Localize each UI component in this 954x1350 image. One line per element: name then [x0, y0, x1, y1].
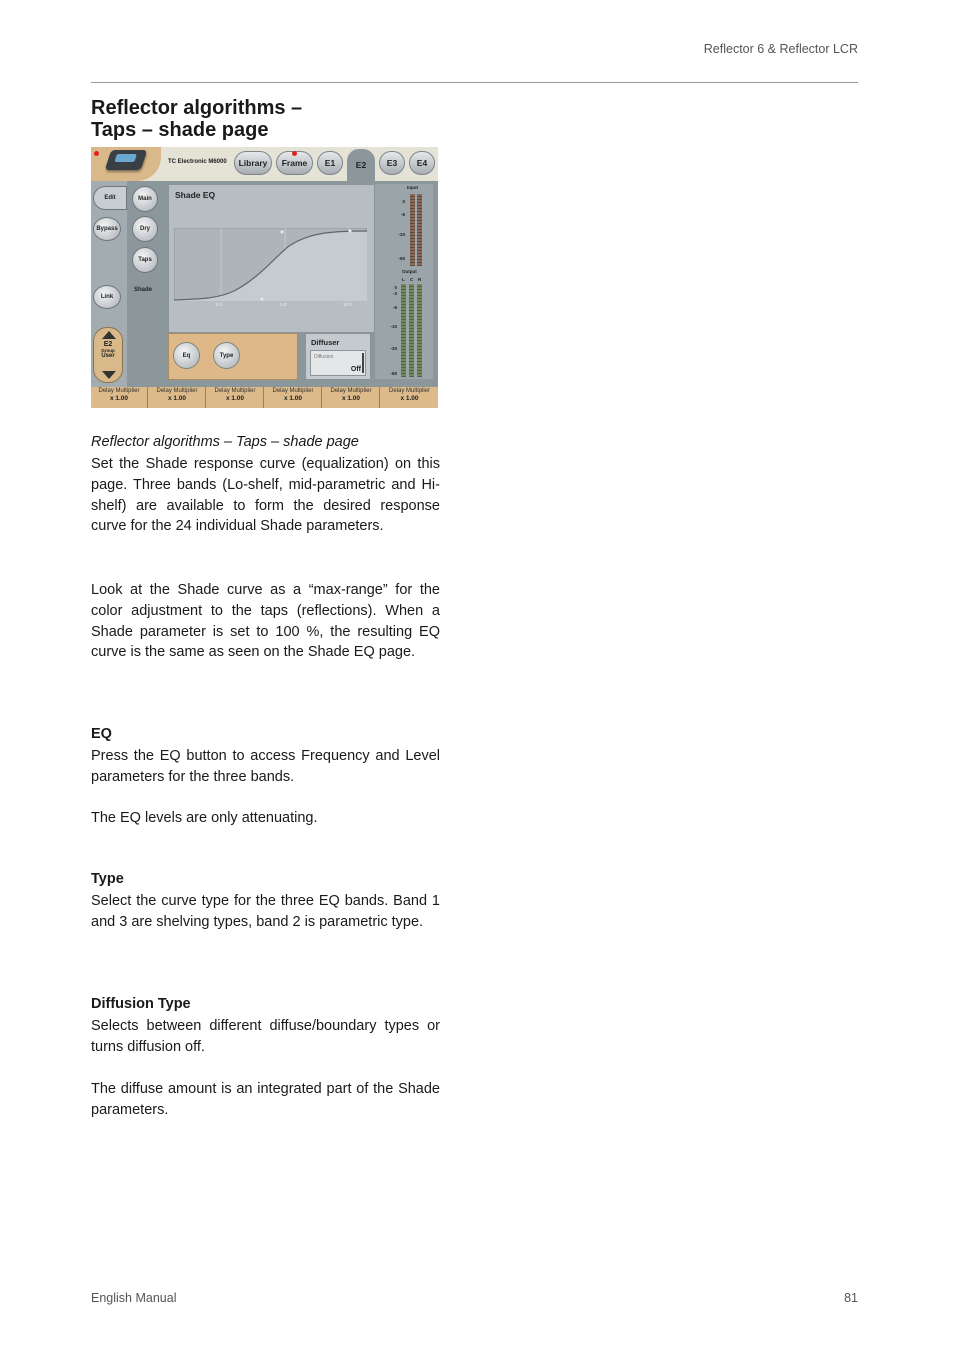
input-label: Input [407, 185, 418, 190]
channel-label: L [402, 277, 405, 282]
tab-e1[interactable]: E1 [317, 151, 343, 175]
delay-cell[interactable] [265, 387, 322, 408]
panel-title: Shade EQ [175, 190, 216, 200]
header-title: Reflector 6 & Reflector LCR [703, 42, 858, 56]
meter-scale-label: -60 [390, 371, 397, 376]
edit-button[interactable]: Edit [93, 186, 127, 210]
delay-cell-value: x 1.00 [283, 395, 303, 402]
delay-cell[interactable] [207, 387, 264, 408]
meter-scale-label: -20 [390, 346, 397, 351]
frame-led-icon [292, 151, 297, 156]
level-meter [375, 184, 433, 379]
tab-e4[interactable]: E4 [409, 151, 435, 175]
output-meter-bar [401, 284, 406, 377]
freq-tick-label: 0.1 [216, 302, 223, 307]
meter-scale-label: -20 [398, 232, 405, 237]
eq-button-area [168, 333, 298, 380]
input-meter-bar [417, 194, 422, 266]
footer-left: English Manual [91, 1291, 177, 1305]
diffusion-value: Off [350, 366, 361, 373]
group-engine: E2 [103, 341, 113, 348]
page-header [91, 40, 858, 83]
output-label: Output [402, 269, 417, 274]
group-value: User [101, 353, 115, 359]
meter-scale-label: 0 [394, 285, 397, 290]
bypass-button[interactable]: Bypass [93, 217, 121, 241]
meter-scale-label: -3 [392, 291, 397, 296]
freq-tick-label: 10.0 [343, 302, 352, 307]
delay-cell[interactable] [149, 387, 206, 408]
shade-page-button[interactable]: Shade [129, 277, 169, 303]
figure-caption: Reflector algorithms – Taps – shade page [91, 434, 359, 450]
dry-page-button[interactable]: Dry [132, 216, 158, 242]
intro-paragraph: Set the Shade response curve (equalization) on this page. Three bands (Lo-shelf, mid-parametric and Hi-shelf) are available to form the desired response curve for the 24 individual Shade parameters. [91, 456, 440, 535]
page-number: 81 [844, 1291, 858, 1305]
up-arrow-icon[interactable] [102, 331, 116, 339]
meter-scale-label: 0 [402, 199, 405, 204]
diffusion-paragraph: The diffuse amount is an integrated part of the Shade parameters. [91, 1081, 440, 1118]
delay-cell-label: Delay Multiplier [156, 388, 198, 394]
taps-page-button[interactable]: Taps [132, 247, 158, 273]
diffusion-label: Diffusion [314, 354, 334, 360]
diffusion-field[interactable] [310, 350, 366, 376]
delay-cell[interactable] [323, 387, 380, 408]
channel-label: C [410, 277, 414, 282]
delay-cell-value: x 1.00 [225, 395, 245, 402]
output-meter-bar [409, 284, 414, 377]
page-title-line2: Taps – shade page [91, 119, 269, 141]
delay-cell[interactable] [381, 387, 438, 408]
status-led-icon [94, 151, 99, 156]
delay-cell-label: Delay Multiplier [214, 388, 256, 394]
main-page-button[interactable]: Main [132, 186, 158, 212]
link-button[interactable]: Link [93, 285, 121, 309]
type-heading: Type [91, 871, 124, 887]
shade-eq-curve[interactable] [174, 228, 367, 301]
eq-paragraph: The EQ levels are only attenuating. [91, 810, 318, 826]
eq-heading: EQ [91, 726, 112, 742]
diffuser-panel [305, 333, 371, 380]
delay-cell-label: Delay Multiplier [330, 388, 372, 394]
top-bar [91, 147, 438, 181]
output-meter-bar [417, 284, 422, 377]
delay-cell-value: x 1.00 [341, 395, 361, 402]
delay-cell-label: Delay Multiplier [98, 388, 140, 394]
type-paragraph: Select the curve type for the three EQ bands. Band 1 and 3 are shelving types, band 2 is parametric type. [91, 893, 440, 930]
group-selector[interactable] [93, 327, 123, 383]
channel-label: R [418, 277, 422, 282]
meter-scale-label: -6 [400, 212, 405, 217]
meter-scale-label: -6 [392, 305, 397, 310]
delay-cell-label: Delay Multiplier [272, 388, 314, 394]
diffusion-heading: Diffusion Type [91, 996, 191, 1012]
lookat-paragraph: Look at the Shade curve as a “max-range” for the color adjustment to the taps (reflections). When a Shade parameter is set to 100 %, the resulting EQ curve is the same as seen on the Shade EQ page. [91, 582, 440, 661]
delay-cell-label: Delay Multiplier [388, 388, 430, 394]
meter-scale-label: -10 [390, 324, 397, 329]
m6000-screenshot [91, 147, 438, 408]
delay-cell-value: x 1.00 [109, 395, 129, 402]
m6000-unit-icon [105, 150, 147, 170]
diffuser-title: Diffuser [311, 338, 340, 347]
page-title [91, 97, 302, 141]
tab-e3[interactable]: E3 [379, 151, 405, 175]
page-title-line1: Reflector algorithms – [91, 97, 303, 119]
diffusion-slider-bar[interactable] [362, 353, 364, 373]
brand-label: TC Electronic M6000 [168, 159, 227, 165]
meter-scale-label: -60 [398, 256, 405, 261]
delay-multiplier-bar [91, 387, 438, 408]
input-meter-bar [410, 194, 415, 266]
type-button[interactable]: Type [213, 342, 240, 369]
delay-cell-value: x 1.00 [167, 395, 187, 402]
freq-tick-label: 1.0 [280, 302, 287, 307]
group-label: Group [101, 348, 115, 353]
tab-library[interactable]: Library [234, 151, 272, 175]
eq-button[interactable]: Eq [173, 342, 200, 369]
unit-area [91, 147, 161, 181]
tab-e2[interactable]: E2 [347, 149, 375, 181]
down-arrow-icon[interactable] [102, 371, 116, 379]
delay-cell-value: x 1.00 [400, 395, 419, 402]
eq-paragraph: Press the EQ button to access Frequency and Level parameters for the three bands. [91, 748, 440, 785]
tab-frame[interactable]: Frame [276, 151, 313, 175]
diffusion-paragraph: Selects between different diffuse/boundary types or turns diffusion off. [91, 1018, 440, 1055]
delay-cell[interactable] [91, 387, 148, 408]
